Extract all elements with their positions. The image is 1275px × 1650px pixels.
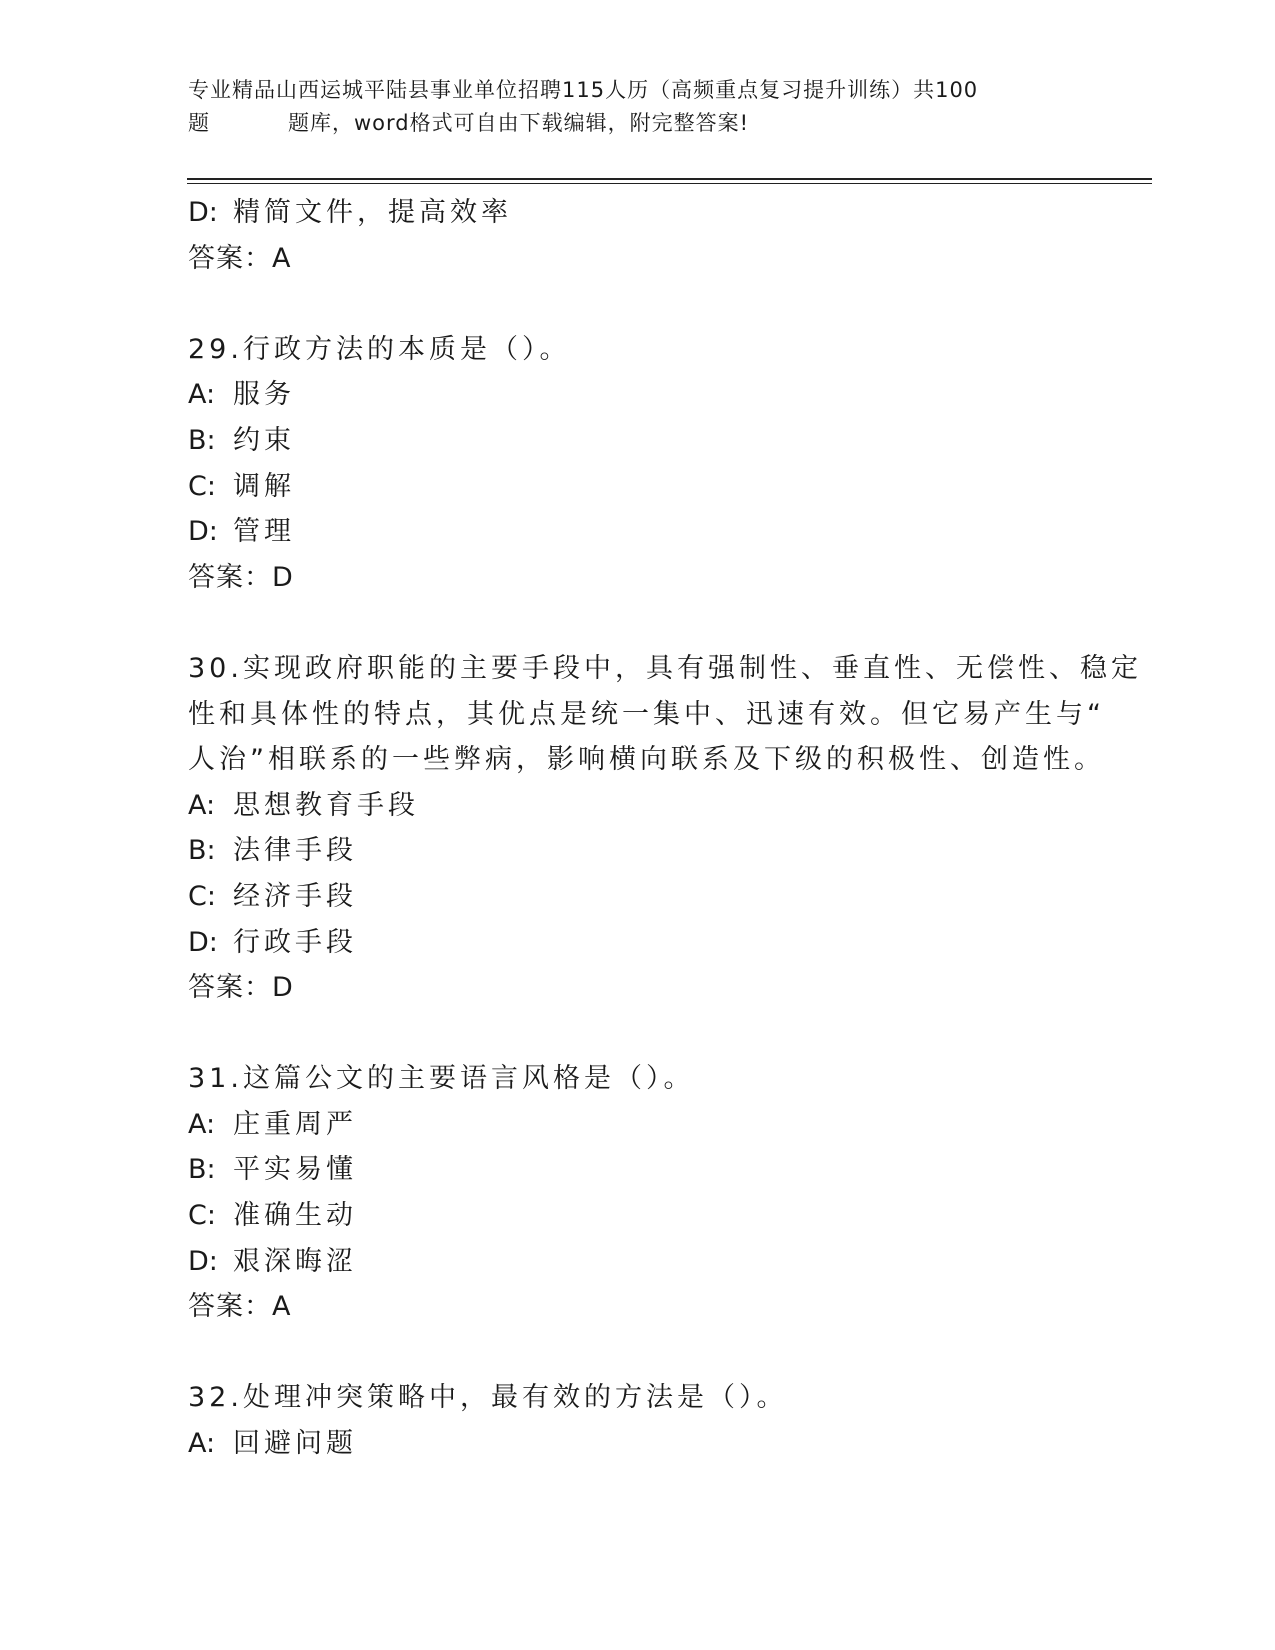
header-divider-thin: [187, 183, 1152, 184]
option-letter: A:: [188, 789, 216, 821]
answer-line: 答案：D: [188, 972, 294, 1004]
question-stem: 31.这篇公文的主要语言风格是（）。: [188, 1063, 695, 1095]
question-stem-line-3: 人治”相联系的一些弊病，影响横向联系及下级的积极性、创造性。: [188, 744, 1105, 776]
option-d: [188, 1239, 1088, 1285]
question-31: [188, 1056, 1088, 1330]
header-title-line-2: [188, 107, 1088, 140]
option-text: 约束: [233, 424, 295, 456]
option-a: [188, 1421, 1088, 1467]
option-text: 艰深晦涩: [233, 1245, 357, 1277]
option-c: [188, 874, 1088, 920]
answer-line: 答案：A: [188, 1291, 292, 1323]
option-text: 管理: [233, 516, 295, 548]
document-header: [188, 74, 1088, 140]
question-29: [188, 327, 1088, 601]
header-divider-thick: [187, 178, 1152, 180]
option-a: [188, 783, 1088, 829]
prev-option-d: [188, 190, 1088, 236]
question-list: [188, 190, 1142, 1467]
option-letter: A:: [188, 379, 216, 411]
header-line-2-rest: 题库，word格式可自由下载编辑，附完整答案!: [288, 111, 750, 135]
option-d: [188, 920, 1088, 966]
option-text: 平实易懂: [233, 1154, 357, 1186]
option-b: [188, 828, 1088, 874]
option-letter: A:: [188, 1428, 216, 1460]
option-d: [188, 509, 1088, 555]
answer-line: 答案：D: [188, 561, 294, 593]
option-b: [188, 418, 1088, 464]
header-title-line-1: 专业精品山西运城平陆县事业单位招聘115人历（高频重点复习提升训练）共100: [188, 78, 979, 102]
option-text: 法律手段: [233, 835, 357, 867]
option-letter: D:: [188, 516, 218, 548]
option-letter: C:: [188, 1200, 216, 1232]
option-letter: C:: [188, 470, 216, 502]
option-text: 回避问题: [233, 1428, 357, 1460]
option-c: [188, 464, 1088, 510]
question-32: [188, 1375, 1088, 1466]
option-a: [188, 372, 1088, 418]
option-text: 准确生动: [233, 1200, 357, 1232]
option-letter: D:: [188, 926, 218, 958]
option-text: 经济手段: [233, 880, 357, 912]
question-30: [188, 646, 1142, 1011]
option-letter: B:: [188, 424, 216, 456]
option-text: 思想教育手段: [233, 789, 419, 821]
option-letter: B:: [188, 835, 216, 867]
question-stem-line-2: 性和具体性的特点，其优点是统一集中、迅速有效。但它易产生与“: [188, 698, 1105, 730]
question-stem-line-1: 30.实现政府职能的主要手段中，具有强制性、垂直性、无偿性、稳定: [188, 652, 1142, 684]
option-letter: D:: [188, 1245, 218, 1277]
option-text: 调解: [233, 470, 295, 502]
option-c: [188, 1193, 1088, 1239]
option-letter: B:: [188, 1154, 216, 1186]
question-stem: 32.处理冲突策略中，最有效的方法是（）。: [188, 1382, 788, 1414]
option-text: 行政手段: [233, 926, 357, 958]
option-text: 庄重周严: [233, 1108, 357, 1140]
option-a: [188, 1102, 1088, 1148]
option-letter: D:: [188, 197, 218, 228]
option-text: 精简文件，提高效率: [233, 197, 512, 228]
option-b: [188, 1147, 1088, 1193]
header-line-2-lead: 题: [188, 111, 210, 135]
question-stem: 29.行政方法的本质是（）。: [188, 333, 571, 365]
option-text: 服务: [233, 379, 295, 411]
prev-answer: 答案：A: [188, 242, 292, 274]
option-letter: C:: [188, 880, 216, 912]
option-letter: A:: [188, 1108, 216, 1140]
